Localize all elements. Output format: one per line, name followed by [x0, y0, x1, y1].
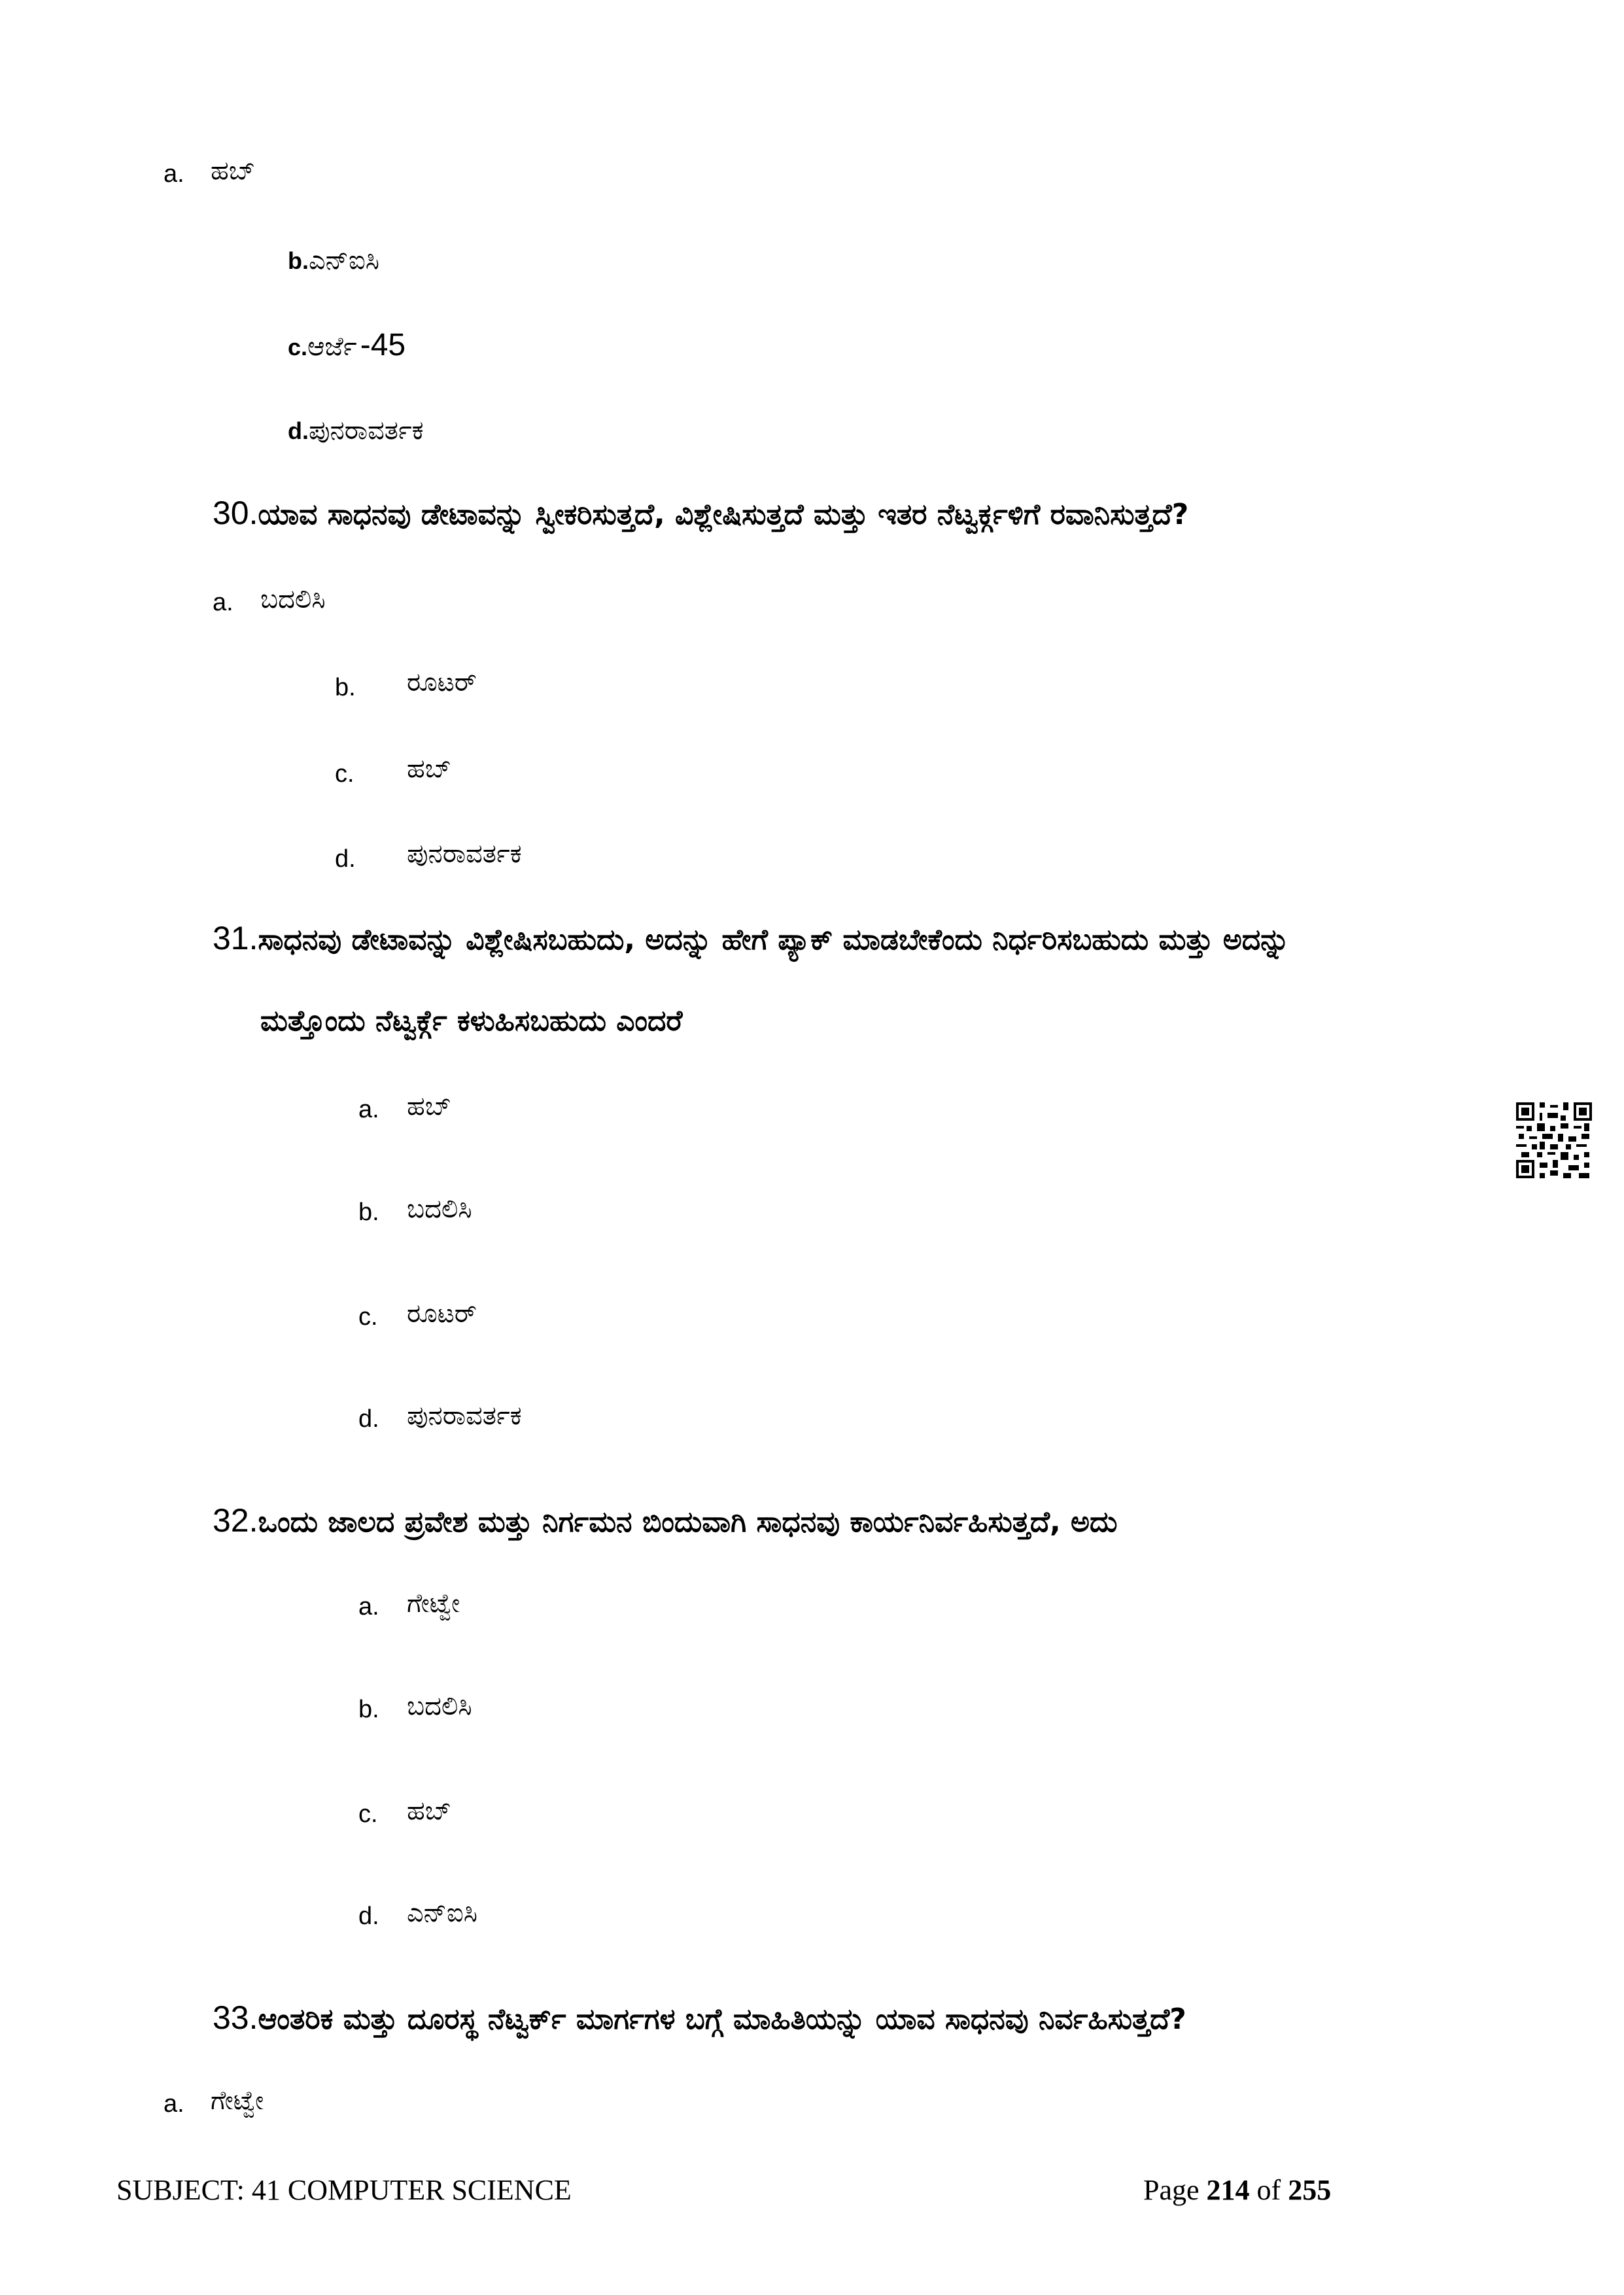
question-32 — [213, 1501, 1117, 1539]
option-label: a. — [213, 589, 233, 616]
page-of: of — [1249, 2174, 1288, 2206]
question-30 — [213, 494, 1188, 532]
question-text-line1: ಸಾಧನವು ಡೇಟಾವನ್ನು ವಿಶ್ಲೇಷಿಸಬಹುದು, ಅದನ್ನು ಹೇಗೆ ಪ್ಯಾಕ್ ಮಾಡಬೇಕೆಂದು ನಿರ್ಧರಿಸಬಹುದು ಮತ್ತು ಅದನ್ನು — [258, 923, 1290, 956]
option-text: ಆರ್ಜೆ — [307, 332, 357, 362]
option-label: a. — [164, 2090, 184, 2118]
page-total: 255 — [1288, 2174, 1332, 2206]
footer-page-number — [1143, 2173, 1331, 2207]
option-text: ಗೇಟ್ವೇ — [211, 2086, 264, 2116]
option-text: ಎನ್ಐಸಿ — [407, 1898, 477, 1928]
question-33 — [213, 1999, 1186, 2037]
page-prefix: Page — [1143, 2174, 1207, 2206]
option-label: b. — [358, 1696, 379, 1723]
option-text: ರೂಟರ್ — [407, 1299, 477, 1329]
option-label: b. — [358, 1199, 379, 1226]
option-text: ಗೇಟ್ವೇ — [407, 1588, 460, 1619]
option-d — [288, 415, 424, 446]
option-label: c. — [288, 334, 308, 360]
question-text-line2: ಮತ್ತೊಂದು ನೆಟ್ವರ್ಕ್ಗೆ ಕಳುಹಿಸಬಹುದು ಎಂದರೆ — [260, 1004, 683, 1038]
option-c — [288, 327, 406, 363]
option-label: d. — [288, 417, 309, 444]
option-text: ಹಬ್ — [407, 1796, 451, 1826]
option-label: d. — [358, 1405, 379, 1433]
question-text: ಒಂದು ಜಾಲದ ಪ್ರವೇಶ ಮತ್ತು ನಿರ್ಗಮನ ಬಿಂದುವಾಗಿ ಸಾಧನವು ಕಾರ್ಯನಿರ್ವಹಿಸುತ್ತದೆ, ಅದು — [258, 1505, 1118, 1539]
option-text: ಬದಲಿಸಿ — [407, 1691, 472, 1721]
question-number: 30. — [213, 495, 258, 531]
option-text: ಪುನರಾವರ್ತಕ — [407, 839, 522, 869]
option-text: ರೂಟರ್ — [407, 667, 477, 697]
option-text: ಎನ್ಐಸಿ — [309, 245, 379, 275]
option-text: ಹಬ್ — [407, 754, 451, 784]
footer-subject: SUBJECT: 41 COMPUTER SCIENCE — [116, 2174, 572, 2206]
question-31 — [213, 919, 1290, 957]
option-label: b. — [288, 247, 309, 274]
option-text: ಪುನರಾವರ್ತಕ — [407, 1401, 522, 1431]
option-b — [288, 245, 379, 275]
option-label: d. — [335, 845, 356, 873]
option-label: a. — [164, 160, 184, 188]
option-label: a. — [358, 1096, 379, 1123]
option-label: a. — [358, 1593, 379, 1621]
option-text: ಬದಲಿಸಿ — [407, 1194, 472, 1224]
option-text: ಹಬ್ — [211, 156, 255, 186]
option-text: ಬದಲಿಸಿ — [260, 584, 326, 614]
option-number: -45 — [360, 328, 406, 362]
question-number: 32. — [213, 1502, 258, 1539]
question-text: ಆಂತರಿಕ ಮತ್ತು ದೂರಸ್ಥ ನೆಟ್ವರ್ಕ್ ಮಾರ್ಗಗಳ ಬಗ್ಗೆ ಮಾಹಿತಿಯನ್ನು ಯಾವ ಸಾಧನವು ನಿರ್ವಹಿಸುತ್ತದೆ? — [258, 2003, 1186, 2036]
option-label: b. — [335, 674, 356, 701]
question-number: 31. — [213, 920, 258, 956]
option-label: c. — [335, 760, 354, 788]
option-text: ಹಬ್ — [407, 1091, 451, 1121]
qr-code — [1516, 1102, 1592, 1178]
option-label: d. — [358, 1902, 379, 1930]
option-text: ಪುನರಾವರ್ತಕ — [309, 415, 424, 446]
question-text: ಯಾವ ಸಾಧನವು ಡೇಟಾವನ್ನು ಸ್ವೀಕರಿಸುತ್ತದೆ, ವಿಶ್ಲೇಷಿಸುತ್ತದೆ ಮತ್ತು ಇತರ ನೆಟ್ವರ್ಕ್ಗಳಿಗೆ ರವಾನಿಸುತ್ತದೆ? — [258, 498, 1189, 531]
option-label: c. — [358, 1303, 378, 1331]
question-number: 33. — [213, 1999, 258, 2036]
option-label: c. — [358, 1800, 378, 1828]
page-current: 214 — [1206, 2174, 1250, 2206]
